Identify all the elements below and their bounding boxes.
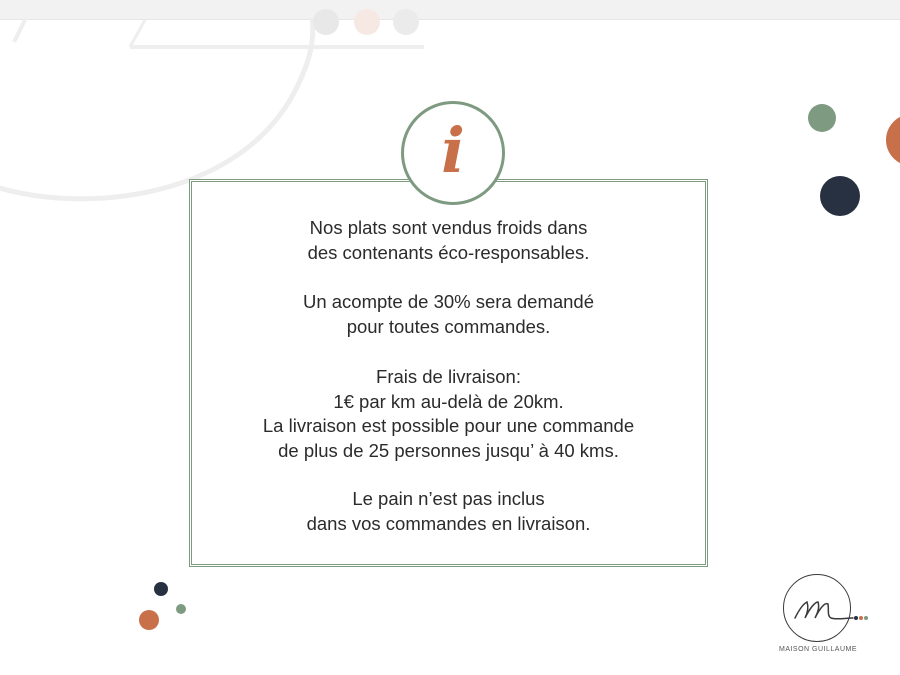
decorative-line bbox=[130, 20, 145, 47]
info-badge bbox=[401, 101, 505, 205]
text-line: 1€ par km au-delà de 20km. bbox=[333, 390, 564, 412]
faint-dot bbox=[313, 9, 339, 35]
maison-guillaume-logo bbox=[783, 574, 878, 644]
green-small-dot bbox=[176, 604, 186, 614]
terracotta-dot bbox=[886, 114, 900, 166]
text-line: dans vos commandes en livraison. bbox=[306, 512, 591, 534]
text-line: Nos plats sont vendus froids dans bbox=[309, 217, 588, 238]
navy-dot bbox=[820, 176, 860, 216]
faint-dot bbox=[393, 9, 419, 35]
text-line: de plus de 25 personnes jusqu’ à 40 kms. bbox=[278, 439, 619, 461]
bread-note bbox=[189, 487, 708, 536]
text-line: Le pain n’est pas inclus bbox=[352, 488, 545, 509]
delivery-note bbox=[189, 365, 708, 463]
faint-dot bbox=[354, 9, 380, 35]
navy-small-dot bbox=[154, 582, 168, 596]
green-dot bbox=[808, 104, 836, 132]
info-icon: i bbox=[441, 114, 465, 187]
text-line: Un acompte de 30% sera demandé bbox=[302, 291, 595, 312]
text-line: Frais de livraison: bbox=[376, 366, 521, 387]
decorative-line bbox=[14, 18, 26, 42]
packaging-note bbox=[189, 216, 708, 265]
brand-name: MAISON GUILLAUME bbox=[778, 646, 857, 653]
text-line: pour toutes commandes. bbox=[346, 315, 551, 337]
text-line: La livraison est possible pour une commande bbox=[262, 415, 635, 436]
terracotta-small-dot bbox=[139, 610, 159, 630]
text-line: des contenants éco-responsables. bbox=[307, 241, 590, 263]
deposit-note bbox=[189, 290, 708, 339]
